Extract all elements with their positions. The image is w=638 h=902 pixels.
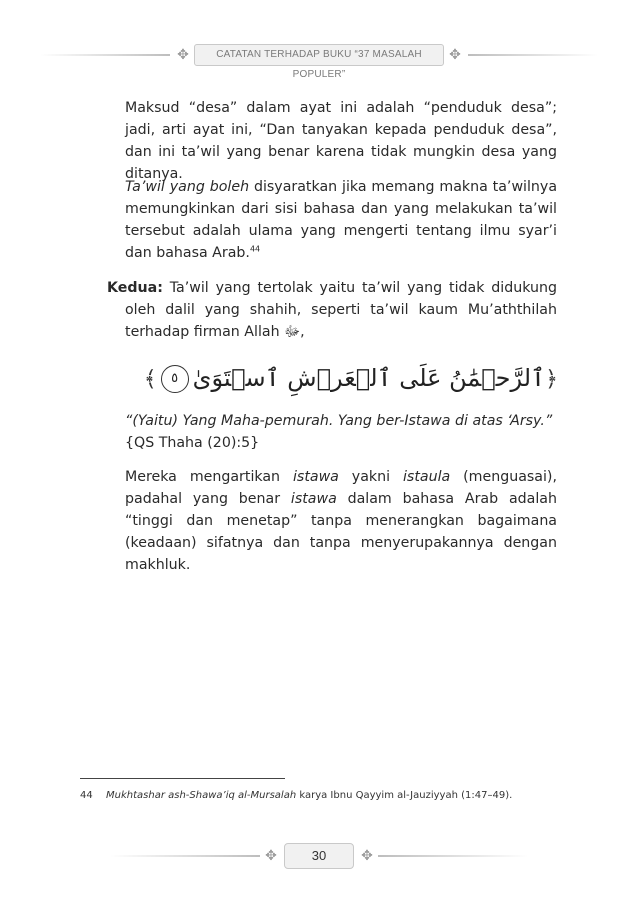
paragraph-tawil-yang-boleh — [125, 176, 557, 264]
page-footer — [40, 842, 598, 870]
label-kedua: Kedua: — [107, 280, 163, 296]
footnote-text: karya Ibnu Qayyim al-Jauziyyah (1:47–49). — [296, 790, 513, 801]
footnote-book-title: Mukhtashar ash-Shawa’iq al-Mursalah — [106, 790, 297, 801]
floral-ornament-icon: ✥ — [449, 47, 461, 63]
verse-translation: “(Yaitu) Yang Maha-pemurah. Yang ber-Istawa di atas ‘Arsy.” — [125, 413, 553, 429]
term-istawa: istawa — [292, 469, 339, 485]
quran-verse-arabic — [143, 356, 558, 400]
ornate-bracket-close: ﴾ — [143, 367, 157, 392]
paragraph-istawa — [125, 466, 557, 576]
page-number: 30 — [284, 843, 354, 869]
paragraph-kedua — [107, 277, 557, 343]
footer-rule-left — [110, 855, 260, 857]
paragraph-text: Ta’wil yang tertolak yaitu ta’wil yang tidak didukung oleh dalil yang shahih, seperti ta’wil kaum Mu’aththilah terhadap firman Allah ﷻ, — [125, 280, 557, 340]
running-title: CATATAN TERHADAP BUKU “37 MASALAH POPULER” — [194, 44, 444, 66]
term-tawil-yang-boleh: Ta’wil yang boleh — [125, 179, 250, 195]
floral-ornament-icon: ✥ — [177, 47, 189, 63]
paragraph-text: Mereka mengartikan — [125, 469, 293, 485]
term-istawa: istawa — [290, 491, 337, 507]
footnote-reference[interactable]: 44 — [249, 244, 261, 254]
arabic-verse-text: ٱلرَّحۡمَٰنُ عَلَى ٱلۡعَرۡشِ ٱسۡتَوَىٰ — [192, 364, 546, 392]
footnote-number: 44 — [80, 790, 93, 801]
floral-ornament-icon: ✥ — [361, 848, 373, 864]
footer-rule-right — [378, 855, 528, 857]
running-header — [40, 44, 598, 80]
ornate-bracket-open: ﴿ — [545, 367, 558, 392]
footnote-44 — [80, 789, 580, 803]
verse-citation: {QS Thaha (20):5} — [125, 435, 260, 451]
header-rule-right — [468, 54, 598, 56]
paragraph-text: disyaratkan jika memang makna ta’wilnya memungkinkan dari sisi bahasa dan yang melakukan ta’wil tersebut adalah ulama yang mengerti tentang ilmu syar’i dan bahasa Arab. — [125, 179, 558, 261]
paragraph-text: (menguasai), padahal yang benar — [125, 469, 557, 507]
paragraph-maksud-desa: Maksud “desa” dalam ayat ini adalah “penduduk desa”; jadi, arti ayat ini, “Dan tanyakan kepada penduduk desa”, dan ini ta’wil yang benar karena tidak mungkin desa yang ditanya. — [125, 100, 557, 182]
paragraph-text: yakni — [338, 469, 403, 485]
floral-ornament-icon: ✥ — [265, 848, 277, 864]
header-rule-left — [40, 54, 170, 56]
verse-number-medallion: ٥ — [161, 365, 189, 393]
paragraph-text: dalam bahasa Arab adalah “tinggi dan menetap” tanpa menerangkan bagaimana (keadaan) sifatnya dan tanpa menyerupakannya dengan makhluk. — [125, 491, 557, 573]
term-istaula: istaula — [402, 469, 451, 485]
footnote-divider — [80, 778, 285, 779]
